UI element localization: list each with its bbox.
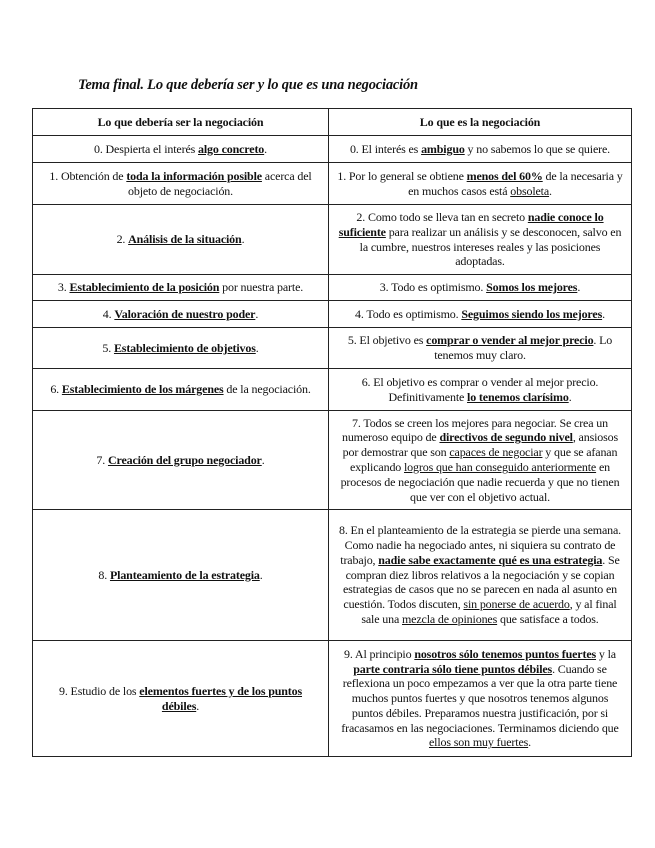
cell-text: 6. (50, 382, 62, 397)
cell-text: en procesos de negociación que nadie recuerda y que no tienen que ver con el objetivo actual. (340, 460, 620, 504)
emphasis-text: Creación del grupo negociador (107, 452, 262, 467)
cell-is (329, 275, 632, 301)
cell-text: 1. Obtención de (49, 168, 127, 183)
cell-text: 9. Estudio de los (58, 683, 140, 698)
cell-text: acerca del objeto de negociación. (128, 168, 312, 198)
table-row (33, 301, 632, 328)
cell-text: 3. (57, 280, 70, 295)
cell-text: . (568, 389, 572, 404)
table-row (33, 275, 632, 301)
cell-text: y no sabemos lo que se quiere. (464, 141, 611, 156)
cell-is (329, 369, 632, 411)
cell-is (329, 510, 632, 641)
cell-text: 9. Al principio (344, 646, 415, 661)
cell-text: . (241, 232, 245, 247)
cell-text: 3. Todo es optimismo. (379, 280, 487, 295)
cell-text: . Lo tenemos muy claro. (434, 333, 613, 362)
cell-text: 0. Despierta el interés (93, 141, 198, 156)
page-title: Tema final. Lo que debería ser y lo que es una negociación (78, 77, 418, 93)
cell-text: 8. (98, 567, 110, 582)
emphasis-text: obsoleta (510, 183, 550, 198)
table-row (33, 205, 632, 275)
emphasis-text: lo tenemos clarísimo (467, 389, 569, 404)
emphasis-text: toda la información posible (126, 168, 262, 183)
cell-text: . Cuando se reflexiona un poco empezamos a ver que la otra parte tiene muchos puntos fuertes y que nosotros tenemos algunos puntos débiles. Preparamos nuestra justificación, por si fracasamos en las negociaciones. Terminamos diciendo que (341, 661, 619, 735)
cell-text: . (255, 340, 259, 355)
cell-text: 8. En el planteamiento de la estrategia se pierde una semana. Como nadie ha negociado antes, ni siquiera su contrato de trabajo, (338, 523, 622, 567)
emphasis-text: elementos fuertes y de los puntos débiles (139, 683, 303, 713)
table-row (33, 411, 632, 510)
cell-is (329, 411, 632, 510)
cell-text: . (577, 280, 581, 295)
emphasis-text: menos del 60% (466, 168, 543, 183)
emphasis-text: nadie conoce lo suficiente (338, 209, 604, 239)
cell-text: , y al final sale una (361, 597, 617, 626)
cell-should-be (33, 641, 329, 757)
cell-should-be (33, 328, 329, 369)
cell-should-be (33, 275, 329, 301)
cell-text: 6. El objetivo es comprar o vender al mejor precio. Definitivamente (361, 374, 599, 404)
emphasis-text: Establecimiento de objetivos (113, 340, 256, 355)
emphasis-text: nosotros sólo tenemos puntos fuertes (414, 646, 597, 661)
table-row (33, 136, 632, 163)
cell-text: . (528, 735, 532, 750)
cell-text: que satisface a todos. (497, 611, 599, 626)
emphasis-text: Análisis de la situación (128, 232, 242, 247)
emphasis-text: Establecimiento de los márgenes (61, 382, 224, 397)
cell-text: de la necesaria y en muchos casos está (408, 168, 623, 198)
cell-text: , ansiosos por demostrar que son (342, 430, 619, 460)
cell-text: 7. Todos se creen los mejores para negociar. Se crea un numeroso equipo de (341, 415, 608, 445)
cell-text: 7. (96, 452, 108, 467)
cell-text: 0. El interés es (349, 141, 422, 156)
table-header-row (33, 109, 632, 136)
cell-text: . (549, 183, 552, 198)
cell-text: 2. (116, 232, 129, 247)
emphasis-text: algo concreto (198, 141, 265, 156)
table-row (33, 641, 632, 757)
emphasis-text: capaces de negociar (449, 445, 543, 460)
cell-is (329, 641, 632, 757)
emphasis-text: nadie sabe exactamente qué es una estrategia (378, 552, 603, 567)
cell-text: . (196, 698, 200, 713)
emphasis-text: Planteamiento de la estrategia (109, 567, 260, 582)
cell-text: de la negociación. (223, 382, 311, 397)
cell-text: . (602, 306, 605, 321)
cell-should-be (33, 163, 329, 205)
cell-text: 4. Todo es optimismo. (355, 306, 462, 321)
cell-is (329, 163, 632, 205)
cell-text: para realizar un análisis y se desconocen, salvo en la cumbre, nuestros intereses reales y las posiciones adoptadas. (359, 224, 622, 269)
emphasis-text: Seguimos siendo los mejores (461, 306, 603, 321)
emphasis-text: sin ponerse de acuerdo (463, 597, 570, 612)
cell-text: y la (596, 646, 616, 661)
cell-should-be (33, 510, 329, 641)
emphasis-text: parte contraria sólo tiene puntos débiles (353, 661, 553, 676)
table-row (33, 163, 632, 205)
emphasis-text: ellos son muy fuertes (428, 735, 529, 750)
table-row (33, 510, 632, 641)
table-row (33, 369, 632, 411)
emphasis-text: mezcla de opiniones (402, 611, 498, 626)
cell-text: y que se afanan explicando (350, 445, 618, 474)
cell-text: . (255, 306, 259, 321)
cell-should-be (33, 369, 329, 411)
cell-should-be (33, 411, 329, 510)
cell-text: 5. (102, 340, 114, 355)
column-header-is: Lo que es la negociación (329, 109, 632, 136)
cell-is (329, 205, 632, 275)
cell-text: 5. El objetivo es (347, 333, 427, 348)
cell-text: 1. Por lo general se obtiene (337, 168, 467, 183)
emphasis-text: logros que han conseguido anteriormente (404, 460, 597, 474)
column-header-should-be: Lo que debería ser la negociación (33, 109, 329, 136)
cell-text: por nuestra parte. (219, 280, 304, 295)
cell-text: 2. Como todo se lleva tan en secreto (356, 209, 528, 224)
emphasis-text: comprar o vender al mejor precio (426, 333, 594, 348)
cell-is (329, 136, 632, 163)
cell-is (329, 301, 632, 328)
emphasis-text: ambiguo (421, 141, 465, 156)
emphasis-text: directivos de segundo nivel (439, 430, 573, 445)
cell-text: . (261, 452, 265, 467)
cell-text: . (264, 141, 268, 156)
cell-text: . Se compran diez libros relativos a la negociación y se copian estrategias de casos que no se parecen en nada al asunto en cuestión. Todos discuten, (342, 552, 620, 612)
cell-should-be (33, 301, 329, 328)
emphasis-text: Establecimiento de la posición (69, 280, 220, 295)
cell-should-be (33, 205, 329, 275)
emphasis-text: Somos los mejores (486, 280, 578, 295)
cell-is (329, 328, 632, 369)
emphasis-text: Valoración de nuestro poder (114, 306, 256, 321)
cell-should-be (33, 136, 329, 163)
table-row (33, 328, 632, 369)
cell-text: 4. (102, 306, 115, 321)
cell-text: . (259, 567, 263, 582)
negotiation-table (32, 108, 632, 757)
